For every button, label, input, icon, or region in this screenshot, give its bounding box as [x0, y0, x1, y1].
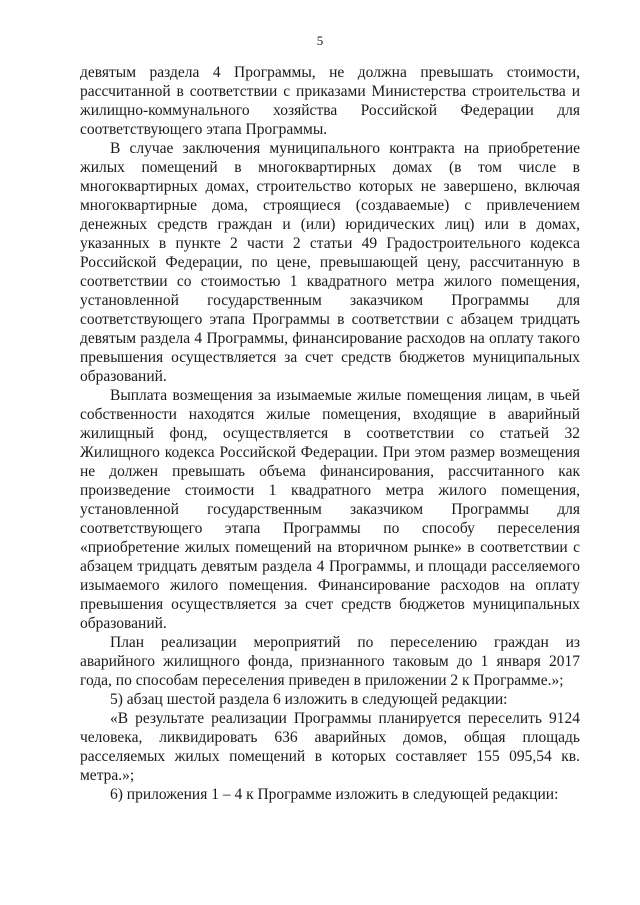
paragraph-municipal-contract: В случае заключения муниципального контракта на приобретение жилых помещений в многоквартирных домах (в том числе в многоквартирных домах, строительство которых не завершено, включая многоквартирные дома, строящиеся (создаваемые) с привлечением денежных средств граждан и (или) юридических лиц) или в домах, указанных в пункте 2 части 2 статьи 49 Градостроительного кодекса Российской Федерации, по цене, превышающей цену, рассчитанную в соответствии со стоимостью 1 квадратного метра жилого помещения, установленной государственным заказчиком Программы для соответствующего этапа Программы в соответствии с абзацем тридцать девятым раздела 4 Программы, финансирование расходов на оплату такого превышения осуществляется за счет средств бюджетов муниципальных образований.	[80, 140, 580, 385]
page-number: 5	[316, 33, 324, 48]
paragraph-item-6: 6) приложения 1 – 4 к Программе изложить в следующей редакции:	[110, 786, 559, 803]
document-body	[80, 63, 580, 804]
paragraph-compensation: Выплата возмещения за изымаемые жилые помещения лицам, в чьей собственности находятся жилые помещения, входящие в аварийный жилищный фонд, осуществляется в соответствии со статьей 32 Жилищного кодекса Российской Федерации. При этом размер возмещения не должен превышать объема финансирования, рассчитанного как произведение стоимости 1 квадратного метра жилого помещения, установленной государственным заказчиком Программы для соответствующего этапа Программы по способу переселения «приобретение жилых помещений на вторичном рынке» в соответствии с абзацем тридцать девятым раздела 4 Программы, и площади расселяемого изымаемого жилого помещения. Финансирование расходов на оплату превышения осуществляется за счет средств бюджетов муниципальных образований.	[80, 387, 580, 632]
paragraph-quote-result: «В результате реализации Программы планируется переселить 9124 человека, ликвидировать 636 аварийных домов, общая площадь расселяемых жилых помещений в которых составляет 155 095,54 кв. метра.»;	[80, 710, 580, 784]
paragraph-continuation: девятым раздела 4 Программы, не должна превышать стоимости, рассчитанной в соответствии с приказами Министерства строительства и жилищно-коммунального хозяйства Российской Федерации для соответствующего этапа Программы.	[80, 64, 580, 138]
paragraph-plan: План реализации мероприятий по переселению граждан из аварийного жилищного фонда, признанного таковым до 1 января 2017 года, по способам переселения приведен в приложении 2 к Программе.»;	[80, 634, 580, 689]
paragraph-item-5: 5) абзац шестой раздела 6 изложить в следующей редакции:	[110, 691, 508, 708]
